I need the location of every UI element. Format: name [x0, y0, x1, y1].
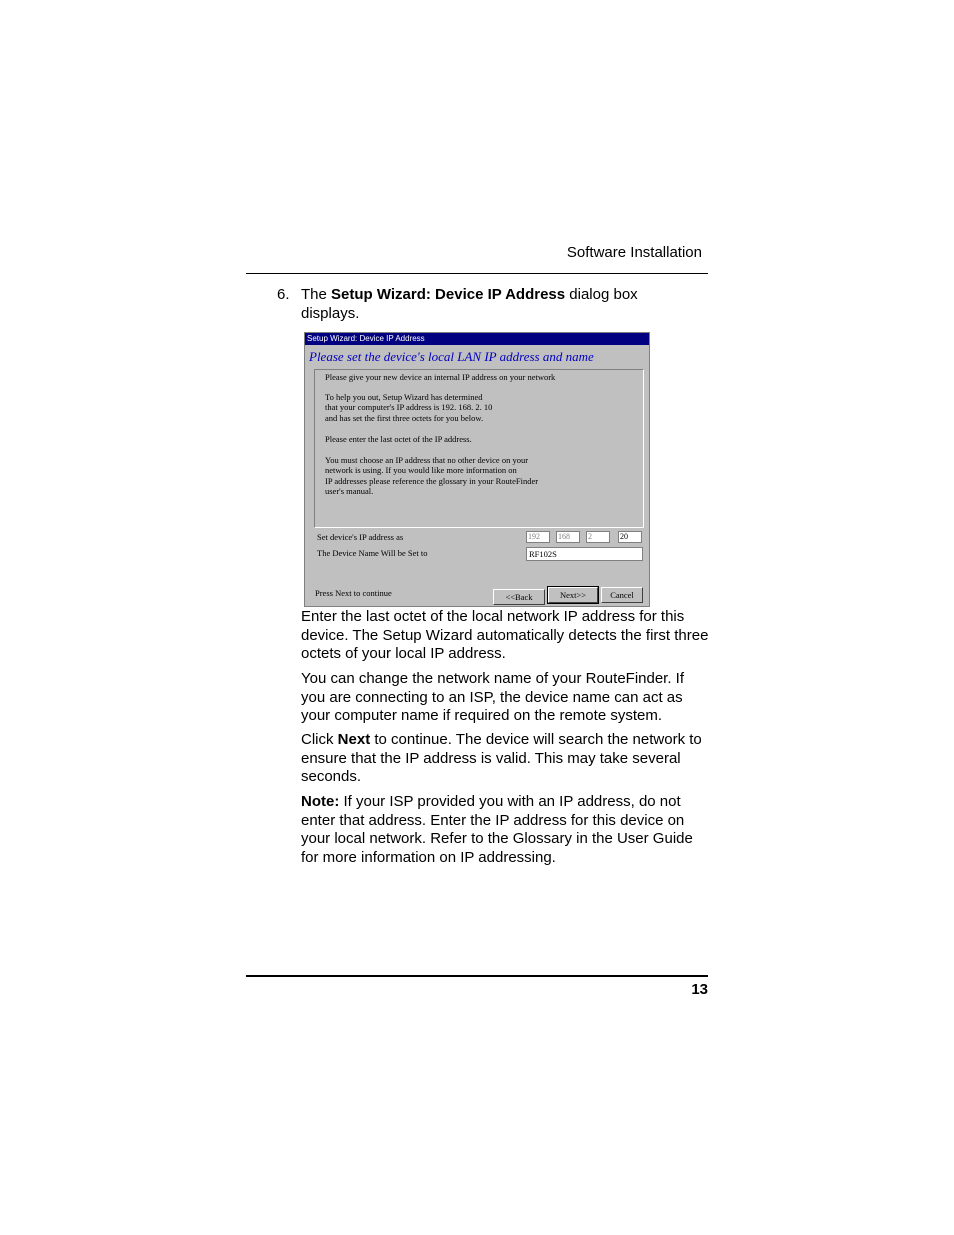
p3-next-bold: Next	[337, 731, 371, 748]
ip-octet-1: 192	[526, 531, 550, 543]
message-line: To help you out, Setup Wizard has determined that your computer's IP address is 192. 168. 2. 10 and has set the first three octets for you below.	[325, 392, 493, 423]
paragraph-next	[301, 731, 711, 787]
message-line: Please enter the last octet of the IP address.	[325, 434, 472, 444]
message-panel	[314, 369, 644, 528]
status-text: Press Next to continue	[315, 588, 392, 598]
ip-octet-2: 168	[556, 531, 580, 543]
dialog-titlebar[interactable]: Setup Wizard: Device IP Address	[305, 333, 649, 345]
cancel-button[interactable]: Cancel	[601, 587, 643, 603]
paragraph-octet: Enter the last octet of the local network IP address for this device. The Setup Wizard automatically detects the first three octets of your local IP address.	[301, 608, 709, 663]
note-text: If your ISP provided you with an IP address, do not enter that address. Enter the IP address for this device on your local network. Refer to the Glossary in the User Guide for more information on IP addressing.	[301, 793, 693, 866]
header-rule	[246, 273, 708, 274]
page-number: 13	[691, 981, 708, 998]
step-text-after: dialog box displays.	[301, 286, 638, 322]
ip-octet-3: 2	[586, 531, 610, 543]
paragraph-note	[301, 793, 711, 867]
device-name-input[interactable]: RF102S	[526, 547, 643, 561]
next-button[interactable]: Next>>	[548, 587, 598, 603]
note-label: Note:	[301, 793, 340, 810]
message-line: Please give your new device an internal IP address on your network	[325, 372, 556, 382]
step-text	[301, 285, 681, 323]
setup-wizard-dialog	[304, 332, 650, 607]
step-number: 6.	[277, 286, 290, 303]
device-name-label: The Device Name Will be Set to	[317, 548, 428, 558]
paragraph-device-name: You can change the network name of your RouteFinder. If you are connecting to an ISP, the device name can act as your computer name if required on the remote system.	[301, 670, 685, 725]
dialog-heading: Please set the device's local LAN IP address and name	[309, 349, 594, 364]
step-text-before: The	[301, 286, 332, 303]
message-line: You must choose an IP address that no other device on your network is using. If you would like more information on IP addresses please reference the glossary in your RouteFinder user's manual.	[325, 455, 539, 497]
p3-after: to continue. The device will search the network to ensure that the IP address is valid. This may take several seconds.	[301, 731, 702, 786]
ip-octet-4-input[interactable]: 20	[618, 531, 642, 543]
section-header: Software Installation	[566, 244, 702, 261]
step-dialog-name: Setup Wizard: Device IP Address	[331, 286, 566, 303]
footer-rule	[246, 975, 708, 977]
ip-address-label: Set device's IP address as	[317, 532, 404, 542]
p3-before: Click	[301, 731, 338, 748]
back-button[interactable]: <<Back	[493, 589, 545, 605]
